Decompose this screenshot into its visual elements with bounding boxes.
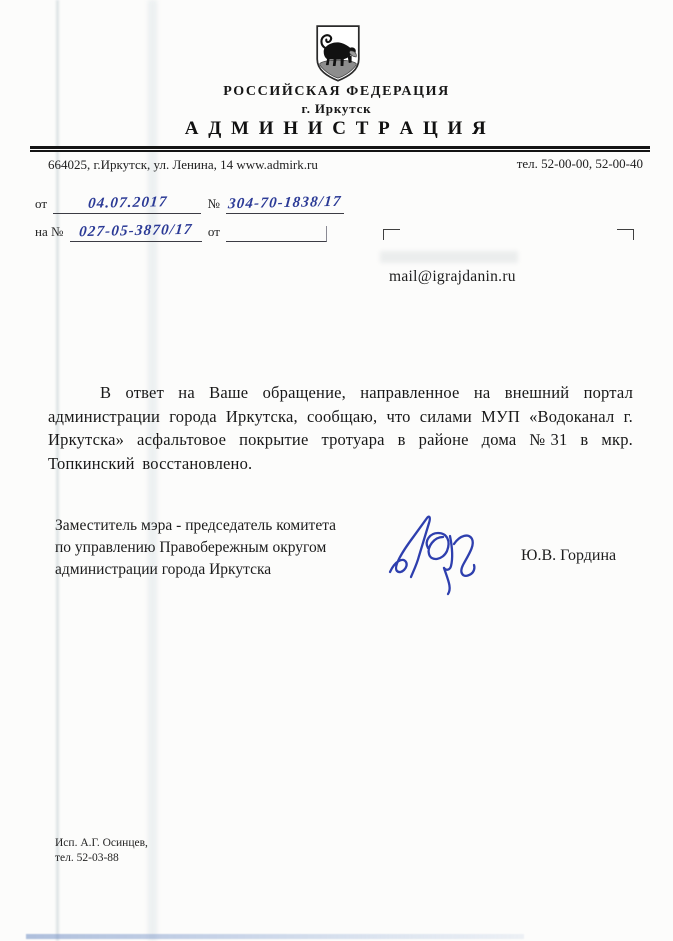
number-label: № [207,196,220,211]
signatory-name: Ю.В. Гордина [521,547,617,564]
letterhead-address: 664025, г.Иркутск, ул. Ленина, 14 www.admirk.ru [48,157,318,172]
handwritten-incoming-number: 027-05-3870/17 [78,221,194,241]
executor-block [55,836,148,866]
incoming-reference-row [35,223,330,242]
signatory-position-line: администрации города Иркутска [55,561,272,578]
signatory-position [55,515,336,581]
letterhead-country: РОССИЙСКАЯ ФЕДЕРАЦИЯ [223,84,450,99]
incoming-date-blank-line [226,226,327,242]
scan-edge-artifact [26,934,524,939]
outgoing-reference-row [35,195,347,214]
address-zone-corner-left [383,229,400,240]
outgoing-number-line [226,195,344,214]
letterhead-divider-rule [30,146,650,153]
incoming-number-line [70,223,202,242]
redacted-recipient-name [380,251,518,263]
signatory-position-line: по управлению Правобережным округом [55,539,327,556]
letterhead-phone: тел. 52-00-00, 52-00-40 [516,156,643,171]
letter-body-paragraph: В ответ на Ваше обращение, направленное на внешний портал администрации города Иркутска, сообщаю, что силами МУП «Водоканал г. Иркутска» асфальтовое покрытие тротуара в районе дома №31 в мкр. Топкинский восстановлено. [48,383,633,473]
reply-to-label: на № [35,224,64,239]
outgoing-date-line [53,195,201,214]
handwritten-date: 04.07.2017 [86,194,168,212]
executor-phone: тел. 52-03-88 [55,852,119,864]
handwritten-signature [382,506,497,606]
reply-from-label: от [207,224,220,239]
letterhead-organization-title: А Д М И Н И С Т Р А Ц И Я [184,118,489,139]
irkutsk-coat-of-arms-icon [312,22,364,84]
letterhead-city: г. Иркутск [301,101,372,116]
recipient-email: mail@igrajdanin.ru [389,268,516,285]
address-zone-corner-right [617,229,634,240]
from-label: от [35,196,48,211]
signatory-position-line: Заместитель мэра - председатель комитета [55,517,337,534]
handwritten-outgoing-number: 304-70-1838/17 [227,193,343,213]
executor-name: Исп. А.Г. Осинцев, [55,837,148,849]
